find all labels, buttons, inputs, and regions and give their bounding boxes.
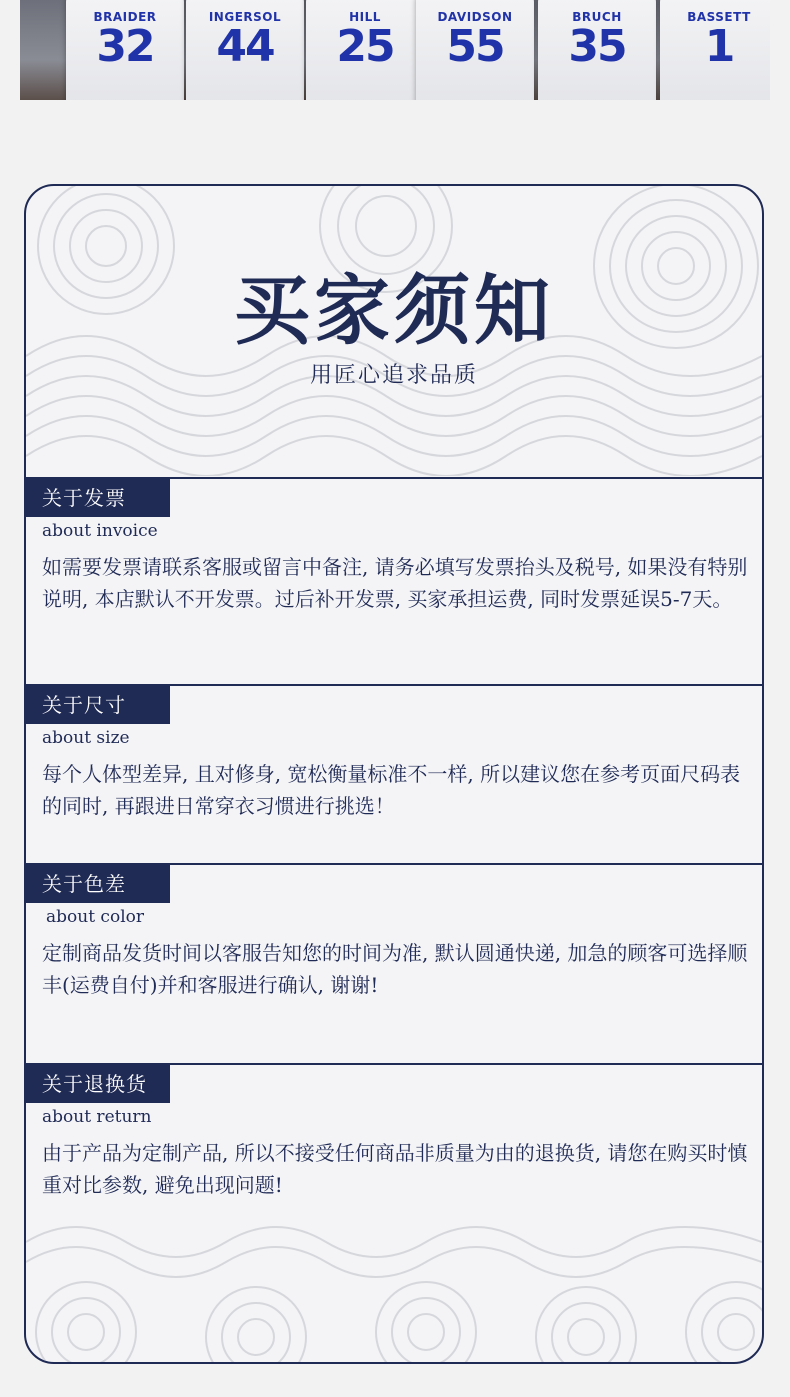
section-color bbox=[24, 863, 764, 1063]
jersey-number: 55 bbox=[446, 21, 504, 72]
section-body: 如需要发票请联系客服或留言中备注, 请务必填写发票抬头及税号, 如果没有特别说明, 本店默认不开发票。过后补开发票, 买家承担运费, 同时发票延误5-7天。 bbox=[42, 555, 748, 611]
section-tag: 关于退换货 bbox=[24, 1065, 170, 1103]
section-size bbox=[24, 684, 764, 864]
section-invoice bbox=[24, 477, 764, 685]
jersey-name: BRAIDER bbox=[93, 10, 157, 24]
jersey bbox=[538, 0, 656, 100]
section-english-label: about invoice bbox=[42, 521, 158, 541]
section-body: 由于产品为定制产品, 所以不接受任何商品非质量为由的退换货, 请您在购买时慎重对比参数, 避免出现问题! bbox=[42, 1141, 748, 1197]
section-english-label: about return bbox=[42, 1107, 152, 1127]
jersey-name: HILL bbox=[349, 10, 381, 24]
jersey-name: DAVIDSON bbox=[437, 10, 513, 24]
jersey-number: 32 bbox=[96, 21, 154, 72]
section-english-label: about color bbox=[46, 907, 144, 927]
section-tag: 关于色差 bbox=[24, 865, 170, 903]
jersey-number: 44 bbox=[216, 21, 274, 72]
section-body: 每个人体型差异, 且对修身, 宽松衡量标准不一样, 所以建议您在参考页面尺码表的同时, 再跟进日常穿衣习惯进行挑选！ bbox=[42, 762, 741, 818]
jersey bbox=[186, 0, 304, 100]
page-title: 买家须知 bbox=[234, 266, 554, 355]
jersey-number: 25 bbox=[336, 21, 394, 72]
section-return bbox=[24, 1063, 764, 1233]
jersey bbox=[66, 0, 184, 100]
jersey-number: 1 bbox=[704, 21, 734, 72]
jersey-number: 35 bbox=[568, 21, 626, 72]
section-tag: 关于发票 bbox=[24, 479, 170, 517]
wave-pattern-bottom bbox=[26, 1222, 762, 1362]
jersey-name: INGERSOL bbox=[208, 10, 282, 24]
team-jersey-photo bbox=[20, 0, 770, 100]
jersey-name: BRUCH bbox=[572, 10, 622, 24]
jersey bbox=[416, 0, 534, 100]
section-body: 定制商品发货时间以客服告知您的时间为准, 默认圆通快递, 加急的顾客可选择顺丰(运费自付)并和客服进行确认, 谢谢! bbox=[42, 941, 748, 997]
jersey-name: BASSETT bbox=[687, 10, 751, 24]
jersey bbox=[306, 0, 424, 100]
buyer-notice-card bbox=[24, 184, 764, 1364]
jersey bbox=[660, 0, 770, 100]
section-tag: 关于尺寸 bbox=[24, 686, 170, 724]
section-english-label: about size bbox=[42, 728, 130, 748]
page-subtitle: 用匠心追求品质 bbox=[309, 363, 478, 388]
